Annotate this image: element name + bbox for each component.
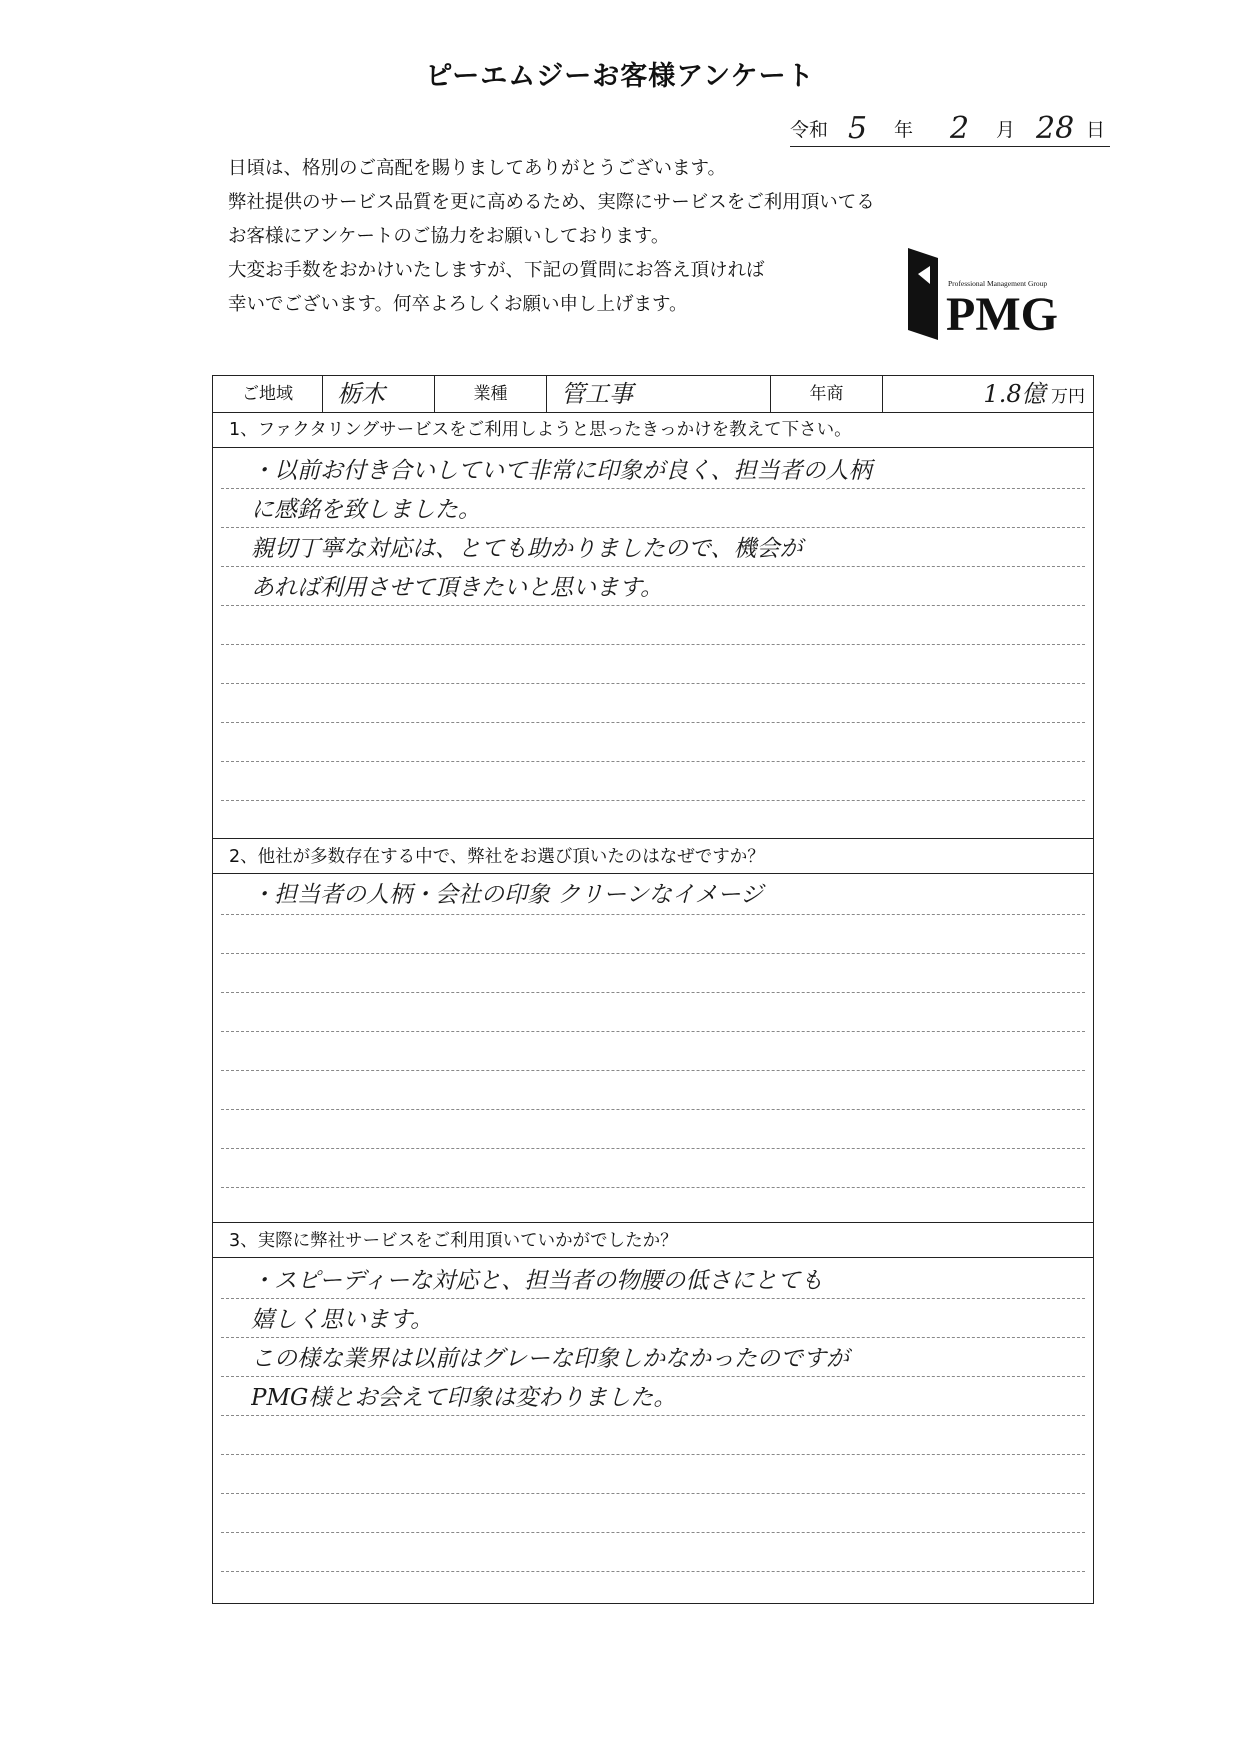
date-field <box>790 100 1110 147</box>
intro-line: 幸いでございます。何卒よろしくお願い申し上げます。 <box>228 294 688 315</box>
intro-line: お客様にアンケートのご協力をお願いしております。 <box>228 226 670 247</box>
region-field <box>323 376 435 412</box>
question-1-answer <box>251 452 1083 608</box>
region-value: 栃木 <box>337 380 385 408</box>
intro-line: 弊社提供のサービス品質を更に高めるため、実際にサービスをご利用頂いてる <box>228 192 875 213</box>
question-1-answer-area <box>213 448 1093 838</box>
question-2-label: 2、他社が多数存在する中で、弊社をお選び頂いたのはなぜですか？ <box>213 838 1093 874</box>
date-day: 28 <box>1036 111 1075 146</box>
answer-line: に感銘を致しました。 <box>251 497 481 523</box>
logo-text: PMG <box>946 288 1058 341</box>
intro-line: 大変お手数をおかけいたしますが、下記の質問にお答え頂ければ <box>228 260 765 281</box>
revenue-unit: 万円 <box>1051 387 1085 407</box>
question-3-answer-area <box>213 1258 1093 1602</box>
question-2-answer-area <box>213 874 1093 1222</box>
pmg-logo <box>900 244 1100 344</box>
question-3-label: 3、実際に弊社サービスをご利用頂いていかがでしたか？ <box>213 1222 1093 1258</box>
survey-form <box>212 375 1094 1604</box>
date-month: 2 <box>950 111 970 146</box>
header-row <box>213 376 1093 413</box>
date-year-unit: 年 <box>894 119 914 141</box>
answer-line: ・以前お付き合いしていて非常に印象が良く、担当者の人柄 <box>251 458 872 484</box>
answer-line: PMG様とお会えて印象は変わりました。 <box>251 1385 677 1411</box>
industry-field <box>547 376 771 412</box>
intro-paragraph <box>228 152 875 322</box>
revenue-label: 年商 <box>771 376 883 412</box>
date-day-unit: 日 <box>1086 119 1106 141</box>
question-1-label: 1、ファクタリングサービスをご利用しようと思ったきっかけを教えて下さい。 <box>213 412 1093 448</box>
revenue-value: 1.8億 <box>983 380 1046 408</box>
question-2-answer <box>251 876 1083 915</box>
date-year: 5 <box>848 111 868 146</box>
revenue-field <box>883 376 1093 412</box>
pmg-logo-icon <box>900 244 1100 344</box>
answer-line: あれば利用させて頂きたいと思います。 <box>251 575 664 601</box>
industry-value: 管工事 <box>561 380 633 408</box>
logo-subtitle: Professional Management Group <box>948 279 1048 288</box>
region-label: ご地域 <box>213 376 323 412</box>
date-era: 令和 <box>790 119 829 141</box>
page-title: ピーエムジーお客様アンケート <box>425 61 815 92</box>
answer-line: ・スピーディーな対応と、担当者の物腰の低さにとても <box>251 1268 824 1294</box>
answer-line: 親切丁寧な対応は、とても助かりましたので、機会が <box>251 536 803 562</box>
answer-line: 嬉しく思います。 <box>251 1307 434 1333</box>
answer-line: この様な業界は以前はグレーな印象しかなかったのですが <box>251 1346 849 1372</box>
answer-line: ・担当者の人柄・会社の印象 クリーンなイメージ <box>251 882 764 908</box>
question-3-answer <box>251 1262 1083 1418</box>
industry-label: 業種 <box>435 376 547 412</box>
date-month-unit: 月 <box>996 119 1016 141</box>
intro-line: 日頃は、格別のご高配を賜りましてありがとうございます。 <box>228 158 727 179</box>
